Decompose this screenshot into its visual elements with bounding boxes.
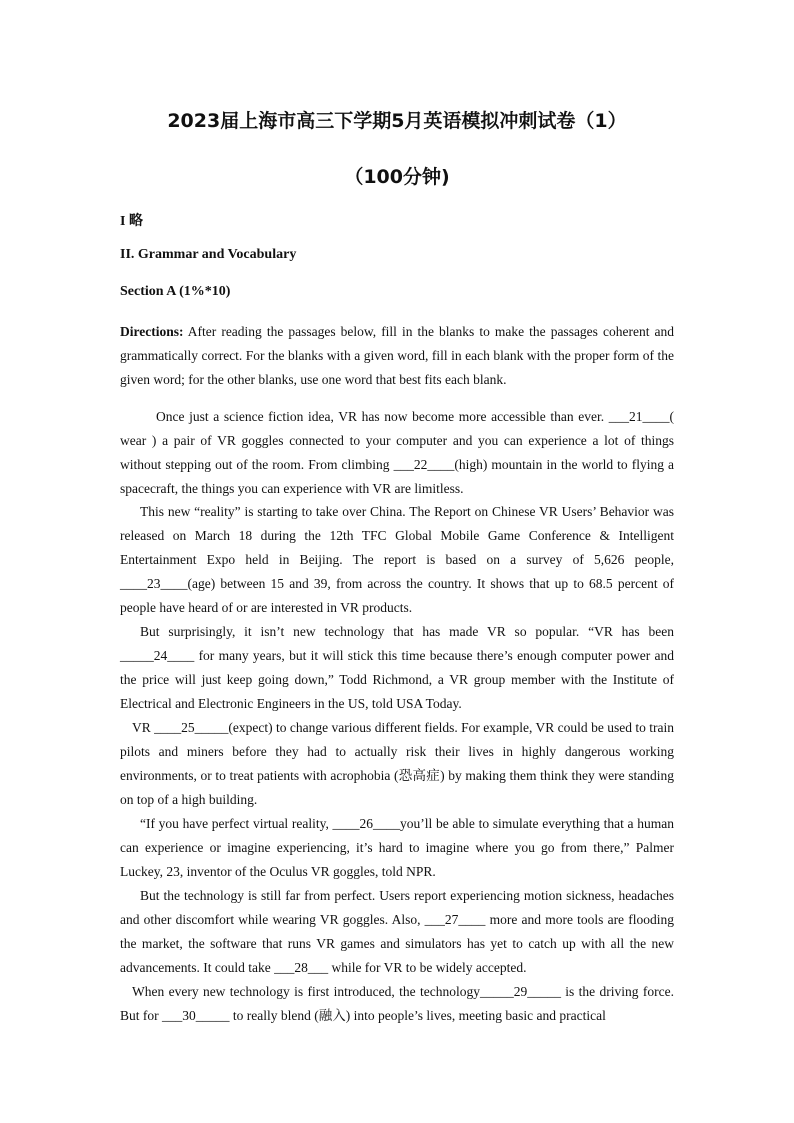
directions — [120, 320, 674, 392]
passage-paragraph-5: “If you have perfect virtual reality, ____26____you’ll be able to simulate everything that a human can experience or imagine experiencing, it’s hard to imagine where you go from there,” Palmer Luckey, 23, inventor of the Oculus VR goggles, told NPR. — [120, 816, 674, 879]
directions-label: Directions: — [120, 324, 184, 339]
exam-title: 2023届上海市高三下学期5月英语模拟冲刺试卷（1） — [167, 110, 627, 132]
directions-text: After reading the passages below, fill in the blanks to make the passages coherent and grammatically correct. For the blanks with a given word, fill in each blank with the proper form of the given word; for the other blanks, use one word that best fits each blank. — [120, 324, 674, 387]
section-a-heading: Section A (1%*10) — [120, 284, 231, 299]
passage-paragraph-1: Once just a science fiction idea, VR has now become more accessible than ever. ___21____( wear ) a pair of VR goggles connected to your computer and you can experience a lot of things without stepping out of the room. From climbing ___22____(high) mountain in the world to flying a spacecraft, the things you can experience with VR are limitless. — [120, 409, 674, 496]
passage-paragraph-6: But the technology is still far from perfect. Users report experiencing motion sickness, headaches and other discomfort while wearing VR goggles. Also, ___27____ more and more tools are flooding the market, the software that runs VR games and simulators has yet to catch up with all the new advancements. It could take ___28___ while for VR to be widely accepted. — [120, 888, 674, 975]
exam-duration: （100分钟) — [344, 166, 450, 188]
section-i-heading: I 略 — [120, 214, 143, 229]
passage-paragraph-7: When every new technology is first introduced, the technology_____29_____ is the driving force. But for ___30_____ to really blend (融入) into people’s lives, meeting basic and practical — [120, 984, 674, 1023]
passage-paragraph-4: VR ____25_____(expect) to change various different fields. For example, VR could be used to train pilots and miners before they had to actually risk their lives in highly dangerous working environments, or to treat patients with acrophobia (恐高症) by making them think they were standing on top of a high building. — [120, 720, 674, 807]
section-ii-heading: II. Grammar and Vocabulary — [120, 247, 297, 262]
passage-paragraph-3: But surprisingly, it isn’t new technology that has made VR so popular. “VR has been _____24____ for many years, but it will stick this time because there’s enough computer power and the price will just keep going down,” Todd Richmond, a VR group member with the Institute of Electrical and Electronic Engineers in the US, told USA Today. — [120, 624, 674, 711]
passage-paragraph-2: This new “reality” is starting to take over China. The Report on Chinese VR Users’ Behavior was released on March 18 during the 12th TFC Global Mobile Game Conference & Intelligent Entertainment Expo held in Beijing. The report is based on a survey of 5,626 people, ____23____(age) between 15 and 39, from across the country. It shows that up to 68.5 percent of people have heard of or are interested in VR products. — [120, 504, 674, 615]
